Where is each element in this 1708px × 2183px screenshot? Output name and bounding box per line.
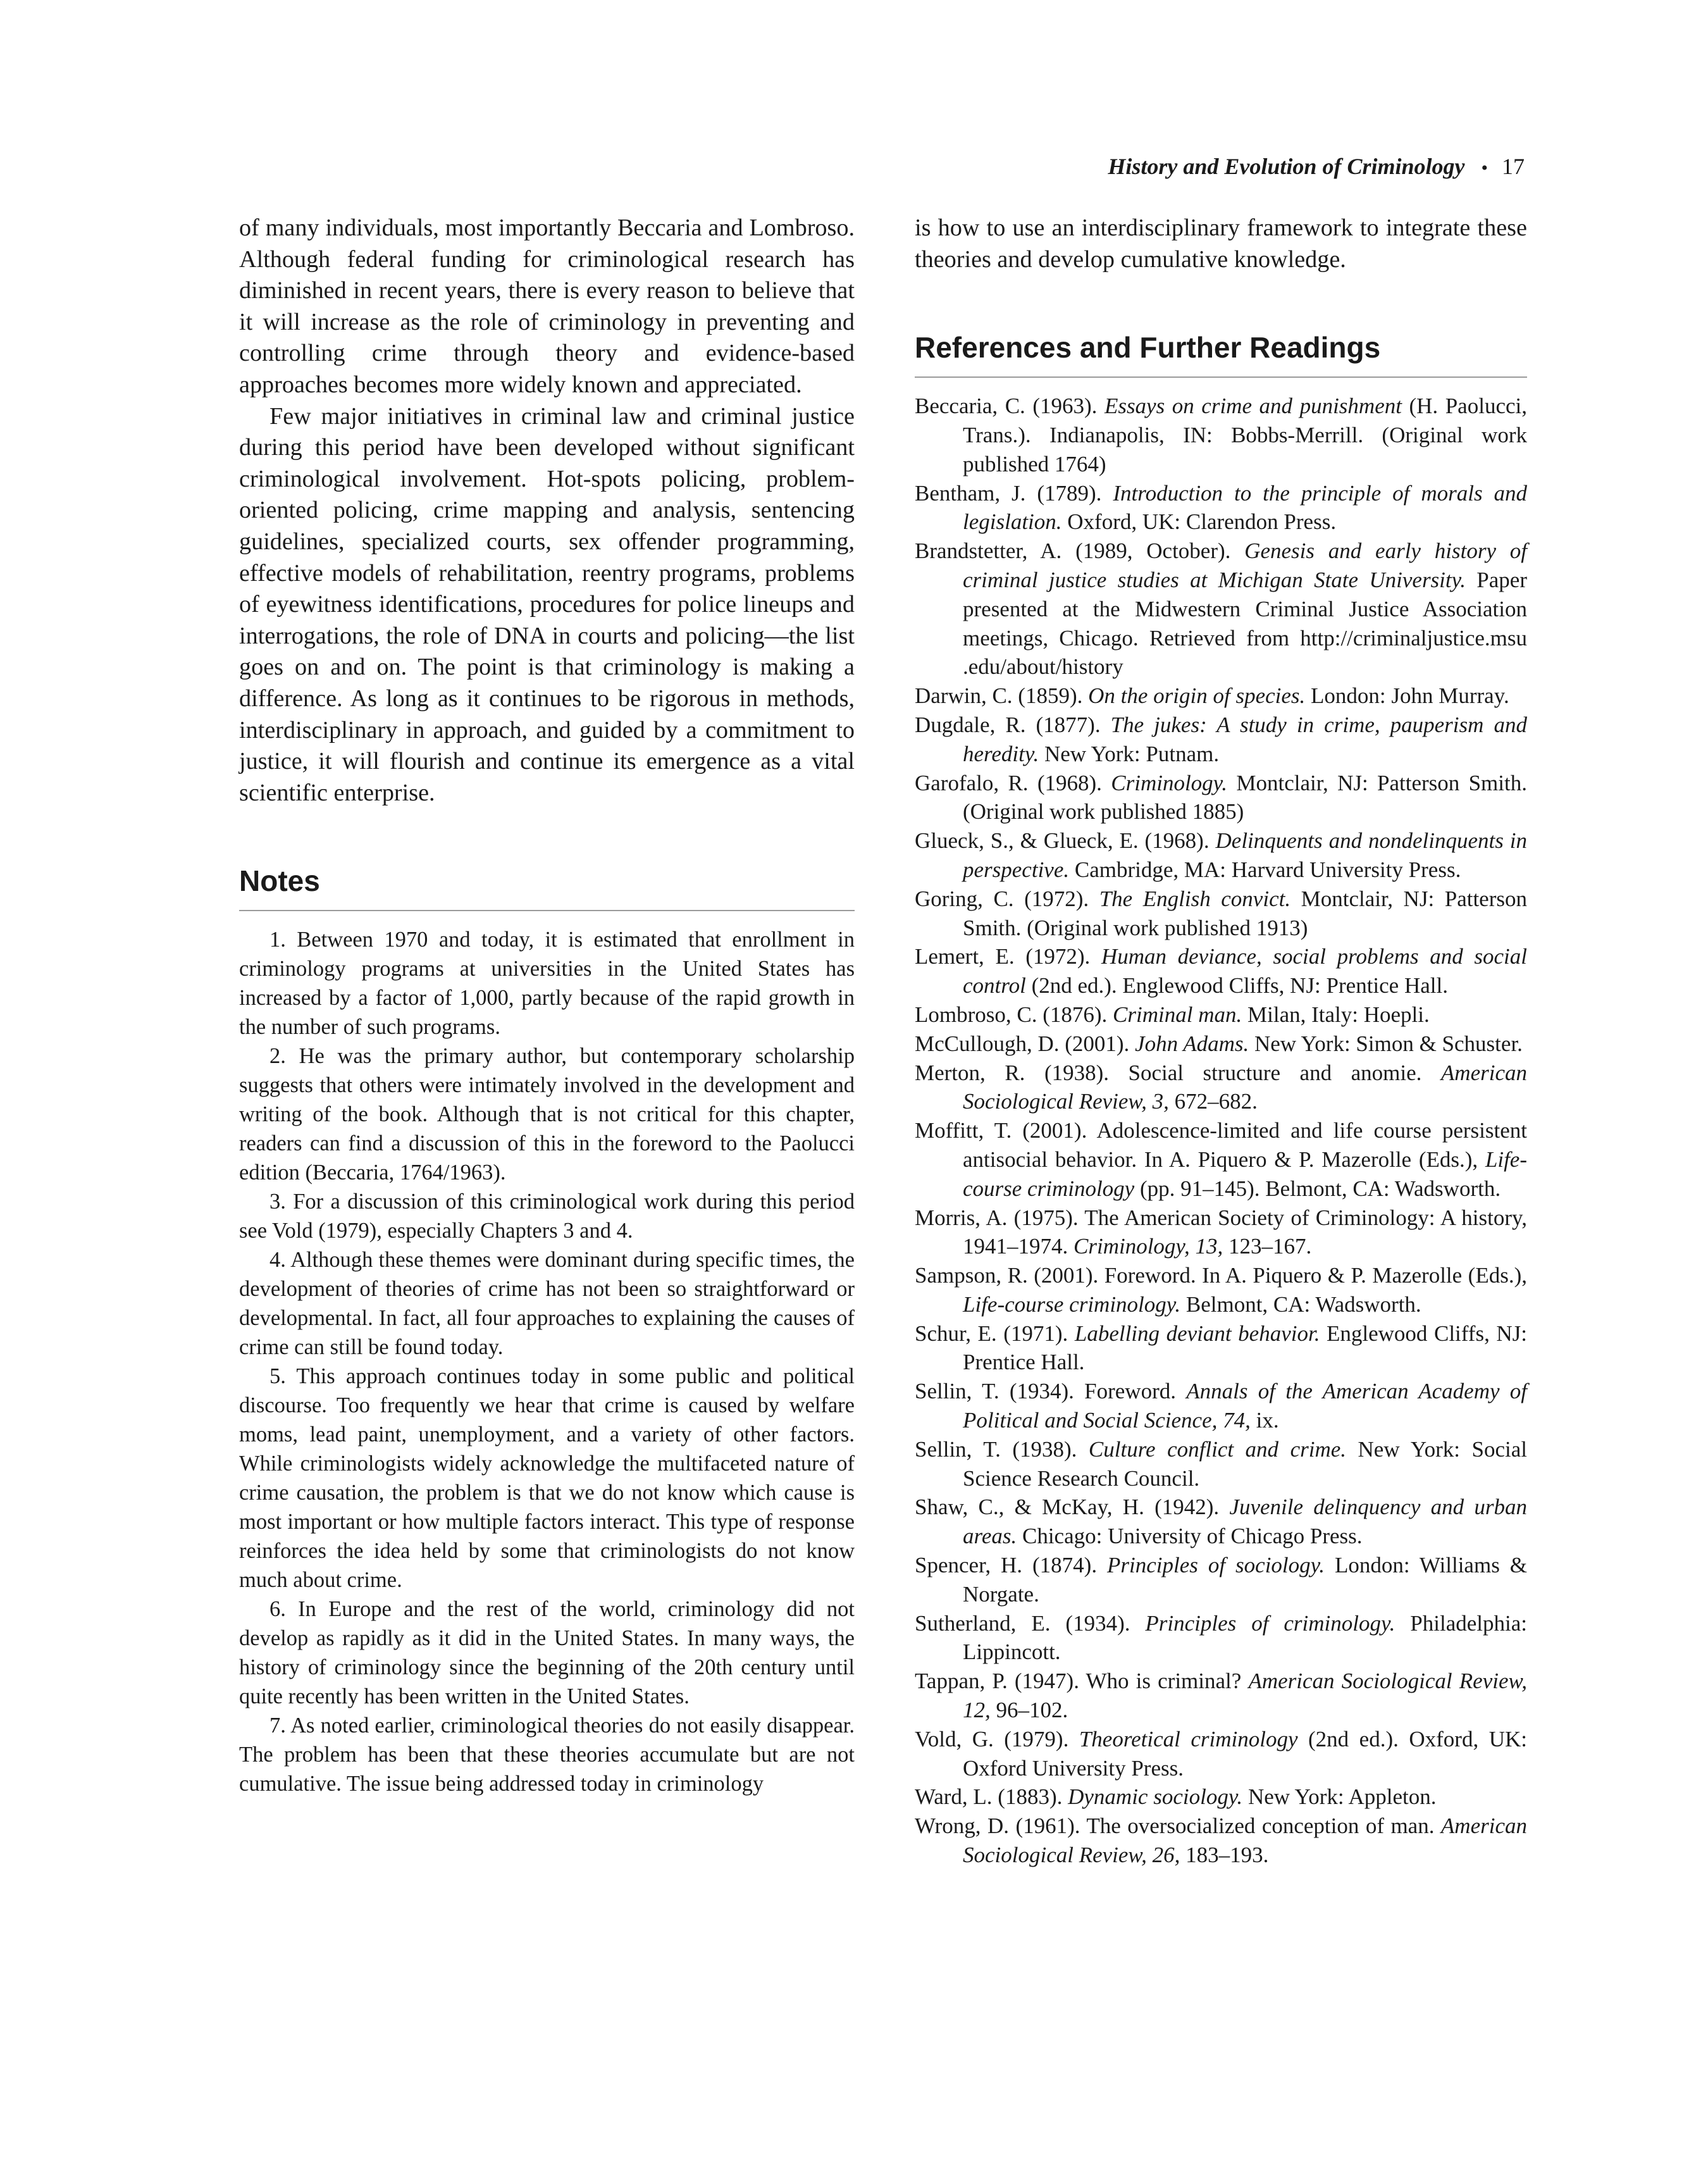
reference-text: Morris, A. (1975). The American Society of Criminology: A history, 1941–1974. xyxy=(915,1205,1527,1259)
note-item: 5. This approach continues today in some public and political discourse. Too frequently we hear that crime is caused by welfare moms, lead paint, unemployment, and a variety of other factors. While criminologists widely acknowledge the multifaceted nature of crime causation, the problem is that we do not know which cause is most important or how multiple factors interact. This type of response reinforces the idea held by some that criminologists do not know much about crime. xyxy=(239,1364,855,1593)
reference-title: Juvenile delinquency and urban areas. xyxy=(963,1495,1527,1549)
reference-text: Sutherland, E. (1934). xyxy=(915,1610,1146,1636)
reference-entry xyxy=(915,1667,1527,1725)
reference-text: New York: Appleton. xyxy=(1242,1784,1437,1810)
reference-entry xyxy=(915,1493,1527,1551)
reference-text: London: John Murray. xyxy=(1305,683,1509,709)
reference-title: Culture conflict and crime. xyxy=(1088,1436,1347,1462)
notes-heading: Notes xyxy=(239,862,855,911)
running-head-bullet: • xyxy=(1481,158,1488,178)
reference-text: Schur, E. (1971). xyxy=(915,1321,1075,1346)
reference-text: Milan, Italy: Hoepli. xyxy=(1242,1002,1430,1027)
reference-title: American Sociological Review, 12, xyxy=(963,1669,1527,1723)
note-item: 6. In Europe and the rest of the world, criminology did not develop as rapidly as it did in the United States. In many ways, the history of criminology since the beginning of the 20th century until quite recently has been written in the United States. xyxy=(239,1597,855,1709)
reference-text: Montclair, NJ: Patterson Smith. (Original work published 1885) xyxy=(963,770,1527,824)
reference-entry xyxy=(915,681,1527,711)
reference-text: Cambridge, MA: Harvard University Press. xyxy=(1069,857,1461,882)
reference-entry xyxy=(915,1725,1527,1783)
reference-text: (H. Paolucci, Trans.). Indianapolis, IN: Bobbs-Merrill. (Original work published 1764) xyxy=(963,394,1527,476)
reference-title: Life-course criminology xyxy=(963,1147,1527,1201)
reference-entry xyxy=(915,885,1527,943)
reference-text: (pp. 91–145). Belmont, CA: Wadsworth. xyxy=(1134,1176,1501,1201)
reference-text: (2nd ed.). Oxford, UK: Oxford University Press. xyxy=(963,1726,1527,1781)
reference-text: ix. xyxy=(1250,1408,1279,1433)
reference-title: Annals of the American Academy of Political and Social Science, 74, xyxy=(963,1379,1527,1433)
reference-entry xyxy=(915,1261,1527,1319)
reference-text: Ward, L. (1883). xyxy=(915,1784,1068,1810)
right-body-text xyxy=(915,213,1527,275)
running-head xyxy=(1108,151,1525,184)
reference-text: New York: Social Science Research Council. xyxy=(963,1436,1527,1491)
reference-text: Englewood Cliffs, NJ: Prentice Hall. xyxy=(963,1321,1527,1375)
reference-title: Human deviance, social problems and social control xyxy=(963,944,1527,998)
references-heading: References and Further Readings xyxy=(915,328,1527,378)
reference-text: Goring, C. (1972). xyxy=(915,886,1099,911)
reference-text: Sellin, T. (1934). Foreword. xyxy=(915,1379,1187,1404)
reference-text: Merton, R. (1938). Social structure and anomie. xyxy=(915,1060,1441,1085)
reference-title: Principles of criminology. xyxy=(1145,1610,1395,1636)
reference-text: New York: Putnam. xyxy=(1039,741,1220,766)
reference-text: Chicago: University of Chicago Press. xyxy=(1017,1524,1363,1549)
notes-list xyxy=(239,925,855,1798)
reference-text: Sellin, T. (1938). xyxy=(915,1436,1089,1462)
reference-title: American Sociological Review, 26, xyxy=(963,1813,1527,1868)
reference-entry xyxy=(915,769,1527,827)
reference-title: The English convict. xyxy=(1099,886,1291,911)
reference-text: Vold, G. (1979). xyxy=(915,1726,1079,1751)
note-item: 7. As noted earlier, criminological theories do not easily disappear. The problem has been that these theories accumulate but are not cumulative. The issue being addressed today in criminology xyxy=(239,1713,855,1796)
reference-entry xyxy=(915,1203,1527,1262)
reference-text: Belmont, CA: Wadsworth. xyxy=(1180,1291,1421,1317)
reference-text: 183–193. xyxy=(1180,1843,1269,1868)
reference-text: 672–682. xyxy=(1168,1089,1258,1114)
reference-text: (2nd ed.). Englewood Cliffs, NJ: Prentice Hall. xyxy=(1025,973,1448,998)
reference-title: Dynamic sociology. xyxy=(1068,1784,1243,1810)
reference-text: 96–102. xyxy=(990,1698,1068,1723)
right-column xyxy=(915,213,1527,1870)
reference-title: Labelling deviant behavior. xyxy=(1074,1321,1320,1346)
reference-text: Wrong, D. (1961). The oversocialized conception of man. xyxy=(915,1813,1441,1839)
reference-text: Paper presented at the Midwestern Criminal Justice Association meetings, Chicago. Retrieved from http://criminaljustice.msu .edu/about/history xyxy=(963,567,1527,680)
left-body-text xyxy=(239,213,855,809)
reference-title: Criminology, 13, xyxy=(1074,1234,1223,1259)
reference-text: Spencer, H. (1874). xyxy=(915,1553,1108,1578)
reference-entry xyxy=(915,1116,1527,1203)
note-item: 1. Between 1970 and today, it is estimated that enrollment in criminology programs at universities in the United States has increased by a factor of 1,000, partly because of the rapid growth in the number of such programs. xyxy=(239,928,855,1040)
body-paragraph: is how to use an interdisciplinary framework to integrate these theories and develop cumulative knowledge. xyxy=(915,215,1527,273)
reference-entry xyxy=(915,711,1527,769)
reference-entry xyxy=(915,537,1527,681)
reference-entry xyxy=(915,1609,1527,1667)
reference-entry xyxy=(915,1319,1527,1378)
reference-text: Darwin, C. (1859). xyxy=(915,683,1089,709)
reference-title: Essays on crime and punishment xyxy=(1104,394,1402,419)
reference-title: Life-course criminology. xyxy=(963,1291,1181,1317)
reference-text: Shaw, C., & McKay, H. (1942). xyxy=(915,1495,1230,1520)
reference-text: McCullough, D. (2001). xyxy=(915,1031,1136,1056)
reference-text: New York: Simon & Schuster. xyxy=(1249,1031,1523,1056)
reference-title: Principles of sociology. xyxy=(1107,1553,1325,1578)
reference-text: Oxford, UK: Clarendon Press. xyxy=(1061,509,1337,535)
reference-entry xyxy=(915,1812,1527,1870)
reference-entry xyxy=(915,392,1527,478)
reference-entry xyxy=(915,1059,1527,1117)
reference-title: The jukes: A study in crime, pauperism and heredity. xyxy=(963,712,1527,766)
running-head-title: History and Evolution of Criminology xyxy=(1108,154,1465,179)
reference-text: Lemert, E. (1972). xyxy=(915,944,1101,969)
reference-entry xyxy=(915,1377,1527,1435)
reference-text: Brandstetter, A. (1989, October). xyxy=(915,538,1245,564)
reference-text: Garofalo, R. (1968). xyxy=(915,770,1111,795)
reference-title: Delinquents and nondelinquents in perspective. xyxy=(963,828,1527,882)
reference-entry xyxy=(915,1435,1527,1493)
reference-text: Montclair, NJ: Patterson Smith. (Original work published 1913) xyxy=(963,886,1527,940)
reference-title: Criminal man. xyxy=(1113,1002,1242,1027)
reference-title: On the origin of species. xyxy=(1088,683,1306,709)
reference-text: Lombroso, C. (1876). xyxy=(915,1002,1113,1027)
left-column xyxy=(239,213,855,1798)
reference-title: American Sociological Review, 3, xyxy=(963,1060,1527,1114)
page-number: 17 xyxy=(1502,154,1525,179)
reference-title: Introduction to the principle of morals and legislation. xyxy=(963,480,1528,535)
body-paragraph: Few major initiatives in criminal law and criminal justice during this period have been developed without significant criminological involvement. Hot-spots policing, problem-oriented policing, crime mapping and analysis, sentencing guidelines, specialized courts, sex offender programming, effective models of rehabilitation, reentry programs, problems of eyewitness identifications, procedures for police lineups and interrogations, the role of DNA in courts and policing—the list goes on and on. The point is that criminology is making a difference. As long as it continues to be rigorous in methods, interdisciplinary in approach, and guided by a commitment to justice, it will flourish and continue its emergence as a vital scientific enterprise. xyxy=(239,402,855,806)
reference-text: Dugdale, R. (1877). xyxy=(915,712,1111,737)
note-item: 4. Although these themes were dominant during specific times, the development of theories of crime has not been so straightforward or developmental. In fact, all four approaches to explaining the causes of crime can still be found today. xyxy=(239,1248,855,1360)
reference-title: Genesis and early history of criminal justice studies at Michigan State University. xyxy=(963,538,1527,592)
reference-entry xyxy=(915,1029,1527,1059)
reference-entry xyxy=(915,942,1527,1000)
reference-text: Glueck, S., & Glueck, E. (1968). xyxy=(915,828,1216,854)
reference-entry xyxy=(915,1000,1527,1029)
reference-title: Criminology. xyxy=(1111,770,1228,795)
reference-entry xyxy=(915,1782,1527,1812)
reference-text: Tappan, P. (1947). Who is criminal? xyxy=(915,1669,1249,1694)
reference-text: 123–167. xyxy=(1223,1234,1312,1259)
body-paragraph: of many individuals, most importantly Beccaria and Lombroso. Although federal funding for criminological research has diminished in recent years, there is every reason to believe that it will increase as the role of criminology in preventing and controlling crime through theory and evidence-based approaches becomes more widely known and appreciated. xyxy=(239,215,855,398)
reference-text: Bentham, J. (1789). xyxy=(915,480,1113,506)
reference-text: Moffitt, T. (2001). Adolescence-limited and life course persistent antisocial behavior. In A. Piquero & P. Mazerolle (Eds.), xyxy=(915,1118,1527,1172)
note-item: 3. For a discussion of this criminological work during this period see Vold (1979), especially Chapters 3 and 4. xyxy=(239,1190,855,1243)
reference-title: Theoretical criminology xyxy=(1079,1726,1298,1751)
note-item: 2. He was the primary author, but contemporary scholarship suggests that others were intimately involved in the development and writing of the book. Although that is not critical for this chapter, readers can find a discussion of this in the foreword to the Paolucci edition (Beccaria, 1764/1963). xyxy=(239,1044,855,1185)
reference-text: Sampson, R. (2001). Foreword. In A. Piquero & P. Mazerolle (Eds.), xyxy=(915,1263,1527,1288)
references-list xyxy=(915,392,1527,1870)
reference-entry xyxy=(915,826,1527,885)
reference-entry xyxy=(915,1551,1527,1609)
reference-text: London: Williams & Norgate. xyxy=(963,1553,1527,1607)
reference-title: John Adams. xyxy=(1135,1031,1249,1056)
reference-text: Philadelphia: Lippincott. xyxy=(963,1610,1527,1665)
reference-text: Beccaria, C. (1963). xyxy=(915,394,1105,419)
reference-entry xyxy=(915,479,1527,537)
